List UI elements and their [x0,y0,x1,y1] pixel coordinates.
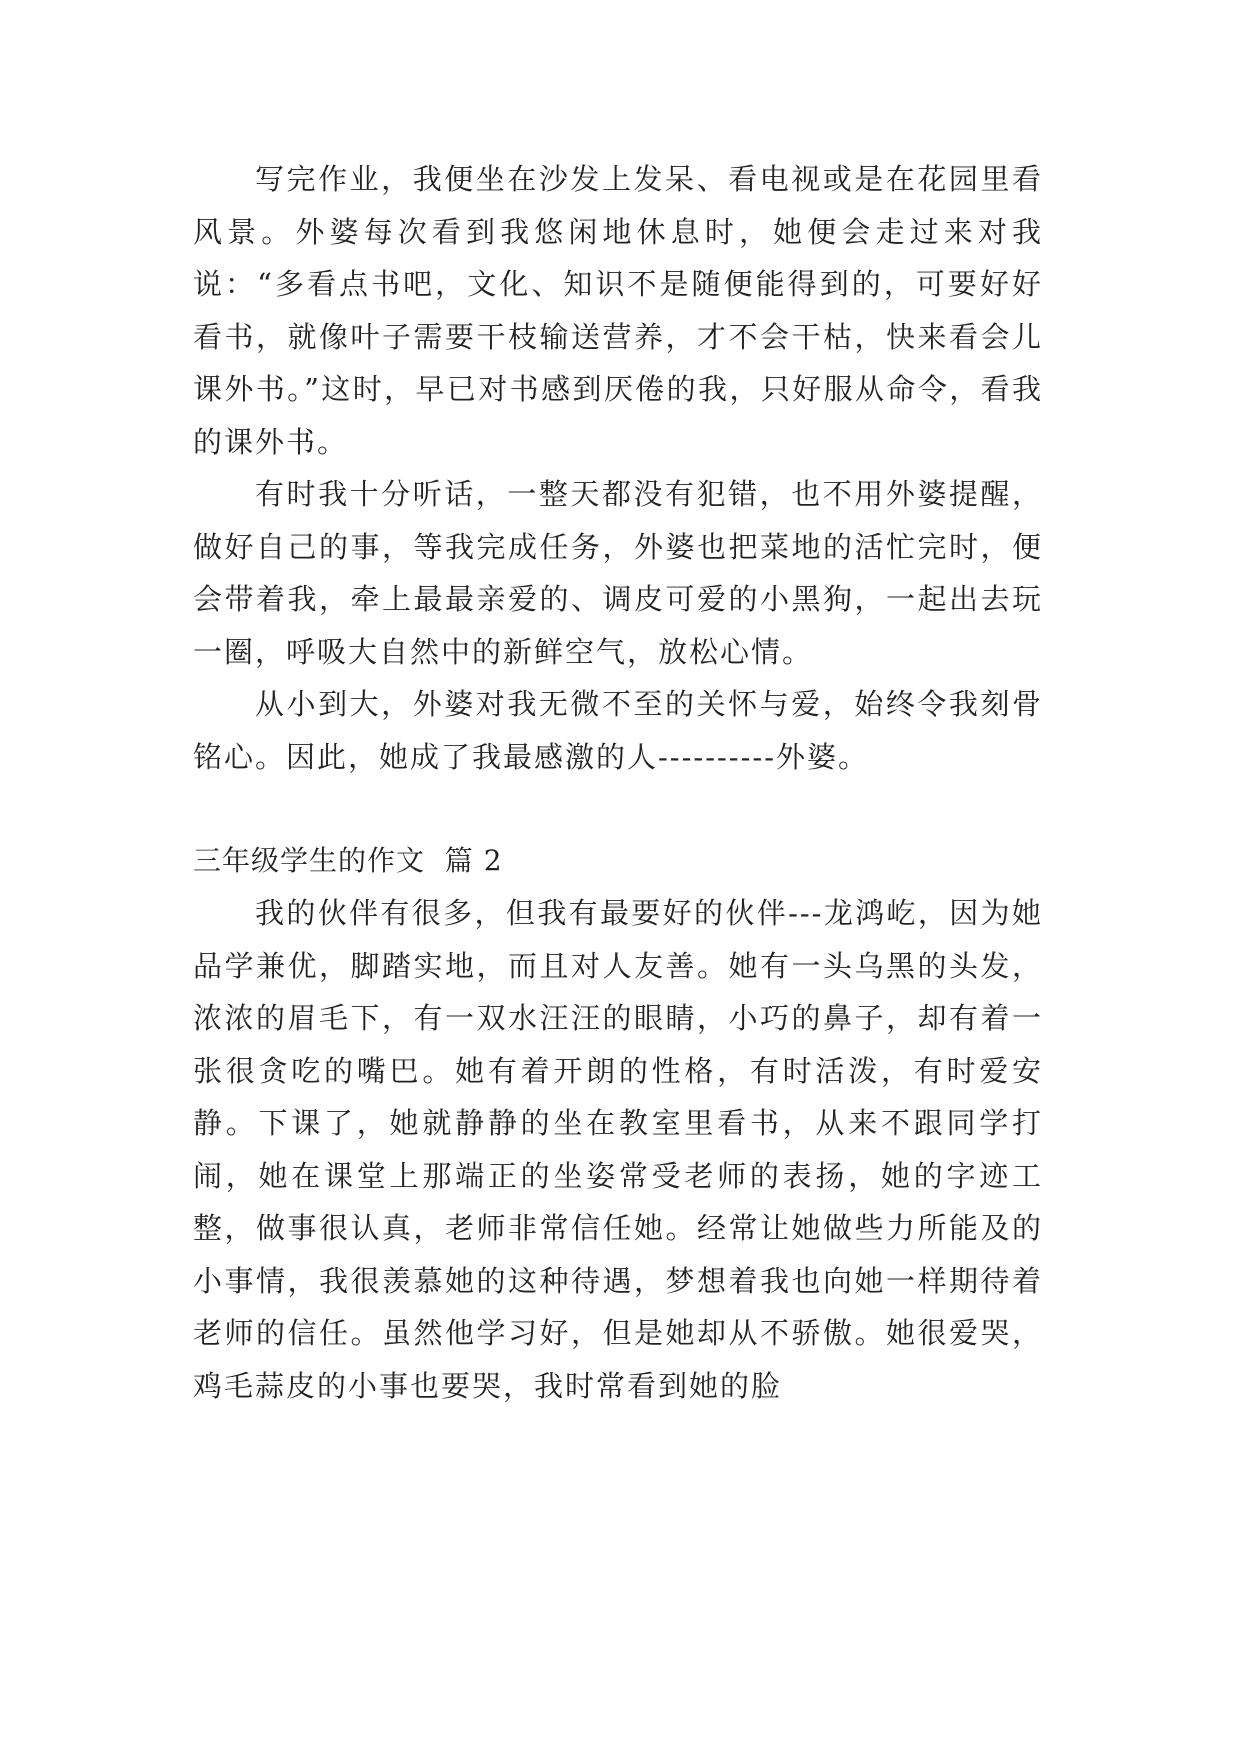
paragraph-reading-at-home: 写完作业，我便坐在沙发上发呆、看电视或是在花园里看风景。外婆每次看到我悠闲地休息时，她便会走过来对我说：“多看点书吧，文化、知识不是随便能得到的，可要好好看书，就像叶子需要干枝输送营养，才不会干枯，快来看会儿课外书。”这时，早已对书感到厌倦的我，只好服从命令，看我的课外书。 [193,162,1043,459]
essay-heading: 三年级学生的作文 篇 2 [193,844,503,877]
paragraph-going-out: 有时我十分听话，一整天都没有犯错，也不用外婆提醒，做好自己的事，等我完成任务，外婆也把菜地的活忙完时，便会带着我，牵上最最亲爱的、调皮可爱的小黑狗，一起出去玩一圈，呼吸大自然中的新鲜空气，放松心情。 [193,477,1043,669]
document-body [193,153,1043,1412]
paragraph-best-friend: 我的伙伴有很多，但我有最要好的伙伴---龙鸿屹，因为她品学兼优，脚踏实地，而且对人友善。她有一头乌黑的头发，浓浓的眉毛下，有一双水汪汪的眼睛，小巧的鼻子，却有着一张很贪吃的嘴巴。她有着开朗的性格，有时活泼，有时爱安静。下课了，她就静静的坐在教室里看书，从来不跟同学打闹，她在课堂上那端正的坐姿常受老师的表扬，她的字迹工整，做事很认真，老师非常信任她。经常让她做些力所能及的小事情，我很羡慕她的这种待遇，梦想着我也向她一样期待着老师的信任。虽然他学习好，但是她却从不骄傲。她很爱哭，鸡毛蒜皮的小事也要哭，我时常看到她的脸 [193,896,1043,1403]
paragraph-conclusion: 从小到大，外婆对我无微不至的关怀与爱，始终令我刻骨铭心。因此，她成了我最感激的人----------外婆。 [193,687,1043,774]
